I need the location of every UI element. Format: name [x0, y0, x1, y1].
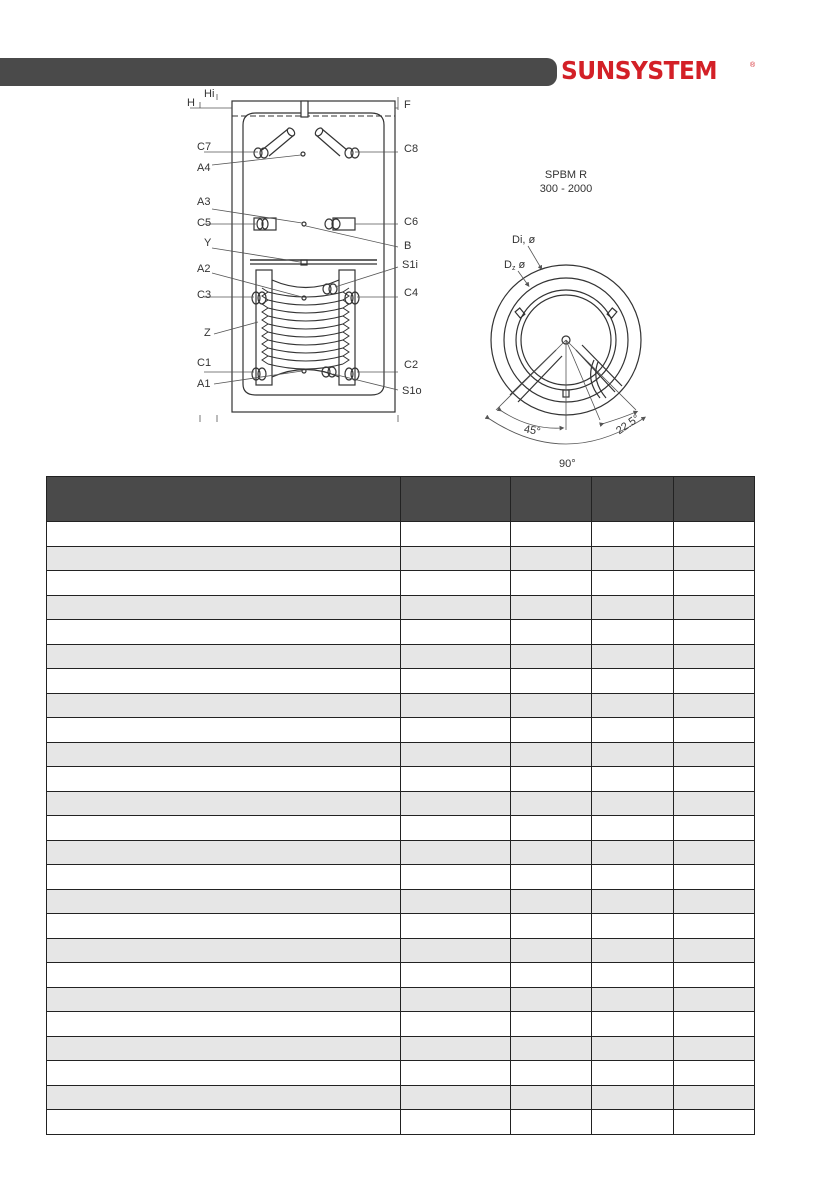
label-z: Z [204, 327, 211, 339]
table-cell [674, 595, 755, 620]
table-body [47, 522, 755, 1135]
table-cell [47, 595, 401, 620]
table-cell [674, 840, 755, 865]
table-cell [401, 595, 511, 620]
table-cell [47, 767, 401, 792]
table-cell [401, 620, 511, 645]
table-cell [511, 865, 592, 890]
table-row [47, 1110, 755, 1135]
label-s1i: S1i [402, 259, 418, 271]
label-s1o: S1o [402, 385, 422, 397]
table-cell [511, 987, 592, 1012]
table-row [47, 1061, 755, 1086]
table-cell [47, 865, 401, 890]
table-cell [47, 1110, 401, 1135]
table-cell [511, 840, 592, 865]
leader-lines [190, 108, 398, 390]
label-c3: C3 [197, 289, 212, 301]
table-header-row [47, 477, 755, 522]
socket-c5 [254, 218, 276, 230]
table-cell [401, 546, 511, 571]
table-cell [511, 914, 592, 939]
table-cell [401, 865, 511, 890]
table-cell [592, 914, 674, 939]
table-cell [401, 914, 511, 939]
table-cell [592, 1012, 674, 1037]
table-cell [592, 522, 674, 547]
model-name: SPBM R [544, 169, 588, 181]
socket-c6 [325, 218, 355, 230]
table-cell [511, 791, 592, 816]
table-cell [674, 546, 755, 571]
label-c5: C5 [197, 217, 212, 229]
table-cell [674, 938, 755, 963]
table-row [47, 816, 755, 841]
table-cell [592, 840, 674, 865]
table-cell [511, 644, 592, 669]
label-y: Y [204, 237, 212, 249]
table-row [47, 791, 755, 816]
table-cell [401, 1085, 511, 1110]
label-c6: C6 [404, 216, 419, 228]
table-cell [592, 816, 674, 841]
table-cell [592, 767, 674, 792]
table-cell [592, 718, 674, 743]
table-cell [47, 914, 401, 939]
table-cell [401, 816, 511, 841]
table-cell [401, 1110, 511, 1135]
table-cell [47, 669, 401, 694]
table-cell [592, 742, 674, 767]
label-a4: A4 [197, 162, 211, 174]
table-cell [401, 742, 511, 767]
table-cell [592, 865, 674, 890]
table-cell [47, 571, 401, 596]
table-cell [511, 546, 592, 571]
table-cell [674, 1036, 755, 1061]
label-dz: Dz ø [504, 259, 526, 272]
table-row [47, 546, 755, 571]
table-cell [592, 1085, 674, 1110]
table-row [47, 522, 755, 547]
table-cell [592, 1110, 674, 1135]
table-cell [47, 1085, 401, 1110]
angle-lines [488, 246, 644, 444]
table-cell [511, 938, 592, 963]
table-cell [674, 522, 755, 547]
table-row [47, 644, 755, 669]
table-cell [47, 816, 401, 841]
label-hi: Hi [204, 88, 215, 100]
table-cell [674, 816, 755, 841]
table-cell [47, 522, 401, 547]
table-cell [401, 938, 511, 963]
table-cell [674, 889, 755, 914]
label-di: Di, ø [512, 234, 536, 246]
table-cell [674, 718, 755, 743]
table-cell [511, 816, 592, 841]
table-cell [674, 1012, 755, 1037]
table-cell [592, 963, 674, 988]
table-cell [674, 1061, 755, 1086]
table-row [47, 840, 755, 865]
table-cell [592, 693, 674, 718]
header-cell-2 [592, 477, 674, 522]
table-cell [401, 522, 511, 547]
table-cell [511, 1012, 592, 1037]
label-c1: C1 [197, 357, 212, 369]
table-cell [401, 963, 511, 988]
table-row [47, 963, 755, 988]
table-row [47, 693, 755, 718]
table-cell [592, 546, 674, 571]
table-cell [674, 963, 755, 988]
model-range: 300 - 2000 [539, 183, 593, 195]
table-cell [401, 644, 511, 669]
dimension-ticks [200, 94, 398, 422]
table-cell [592, 987, 674, 1012]
table-cell [47, 963, 401, 988]
label-h: H [187, 97, 195, 109]
technical-drawing [0, 0, 839, 470]
table-row [47, 987, 755, 1012]
table-cell [47, 791, 401, 816]
table-cell [511, 1085, 592, 1110]
table-cell [511, 1110, 592, 1135]
table-cell [674, 644, 755, 669]
table-cell [401, 889, 511, 914]
table-cell [47, 938, 401, 963]
table-cell [401, 840, 511, 865]
table-cell [592, 791, 674, 816]
table-cell [674, 1085, 755, 1110]
table-cell [511, 963, 592, 988]
table-cell [47, 742, 401, 767]
table-row [47, 914, 755, 939]
socket-c7 [254, 127, 296, 158]
table-cell [592, 571, 674, 596]
table-cell [511, 767, 592, 792]
table-cell [674, 987, 755, 1012]
table-cell [47, 987, 401, 1012]
heat-exchanger-coil [262, 288, 349, 369]
label-a1: A1 [197, 378, 211, 390]
table-row [47, 669, 755, 694]
label-angle-45: 45° [522, 423, 542, 439]
table-cell [674, 742, 755, 767]
table-row [47, 742, 755, 767]
table-cell [47, 1036, 401, 1061]
table-cell [401, 693, 511, 718]
socket-c8 [314, 127, 359, 158]
table-cell [511, 718, 592, 743]
label-angle-90: 90° [559, 458, 576, 470]
table-cell [592, 644, 674, 669]
table-cell [511, 742, 592, 767]
side-view-labels [187, 88, 422, 397]
tank-side-view [232, 101, 395, 412]
table-cell [47, 546, 401, 571]
label-c2: C2 [404, 359, 419, 371]
table-cell [511, 620, 592, 645]
table-cell [401, 1061, 511, 1086]
label-c4: C4 [404, 287, 419, 299]
table-row [47, 571, 755, 596]
table-cell [401, 1036, 511, 1061]
table-cell [674, 693, 755, 718]
top-view-labels [504, 234, 642, 470]
table-cell [47, 1012, 401, 1037]
table-row [47, 938, 755, 963]
label-angle-22-5: 22.5° [614, 412, 643, 438]
table-cell [47, 693, 401, 718]
header-cell-parameter [47, 477, 401, 522]
table-cell [674, 669, 755, 694]
table-cell [47, 1061, 401, 1086]
table-cell [592, 938, 674, 963]
table-cell [511, 889, 592, 914]
label-a3: A3 [197, 196, 211, 208]
table-row [47, 1012, 755, 1037]
specification-table [46, 476, 755, 1135]
table-row [47, 767, 755, 792]
table-cell [674, 791, 755, 816]
table-cell [592, 620, 674, 645]
table-cell [401, 718, 511, 743]
table-cell [592, 669, 674, 694]
table-cell [401, 669, 511, 694]
table-cell [47, 718, 401, 743]
table-cell [592, 889, 674, 914]
table-cell [674, 620, 755, 645]
table-cell [47, 840, 401, 865]
table-cell [401, 571, 511, 596]
header-cell-3 [674, 477, 755, 522]
table-cell [401, 791, 511, 816]
table-row [47, 1036, 755, 1061]
table-cell [511, 522, 592, 547]
table-cell [674, 571, 755, 596]
header-cell-unit [401, 477, 511, 522]
table-cell [592, 595, 674, 620]
sunsystem-logo: SUNSYSTEM [561, 56, 718, 85]
label-c8: C8 [404, 143, 419, 155]
label-b: B [404, 240, 412, 252]
table-cell [511, 571, 592, 596]
table-row [47, 620, 755, 645]
table-cell [47, 644, 401, 669]
table-cell [511, 669, 592, 694]
table-row [47, 889, 755, 914]
table-cell [401, 987, 511, 1012]
table-cell [401, 767, 511, 792]
table-cell [592, 1061, 674, 1086]
table-cell [511, 1061, 592, 1086]
label-c7: C7 [197, 141, 212, 153]
header-cell-1 [511, 477, 592, 522]
table-cell [511, 693, 592, 718]
registered-mark: ® [750, 62, 756, 69]
table-cell [401, 1012, 511, 1037]
table-cell [47, 620, 401, 645]
table-row [47, 1085, 755, 1110]
table-cell [674, 767, 755, 792]
table-cell [674, 1110, 755, 1135]
table-cell [511, 595, 592, 620]
table-cell [592, 1036, 674, 1061]
label-f: F [404, 99, 411, 111]
table-cell [511, 1036, 592, 1061]
coil-right-rail [339, 270, 355, 385]
table-cell [674, 914, 755, 939]
table-cell [674, 865, 755, 890]
table-row [47, 595, 755, 620]
label-a2: A2 [197, 263, 211, 275]
table-cell [47, 889, 401, 914]
table-row [47, 718, 755, 743]
table-row [47, 865, 755, 890]
